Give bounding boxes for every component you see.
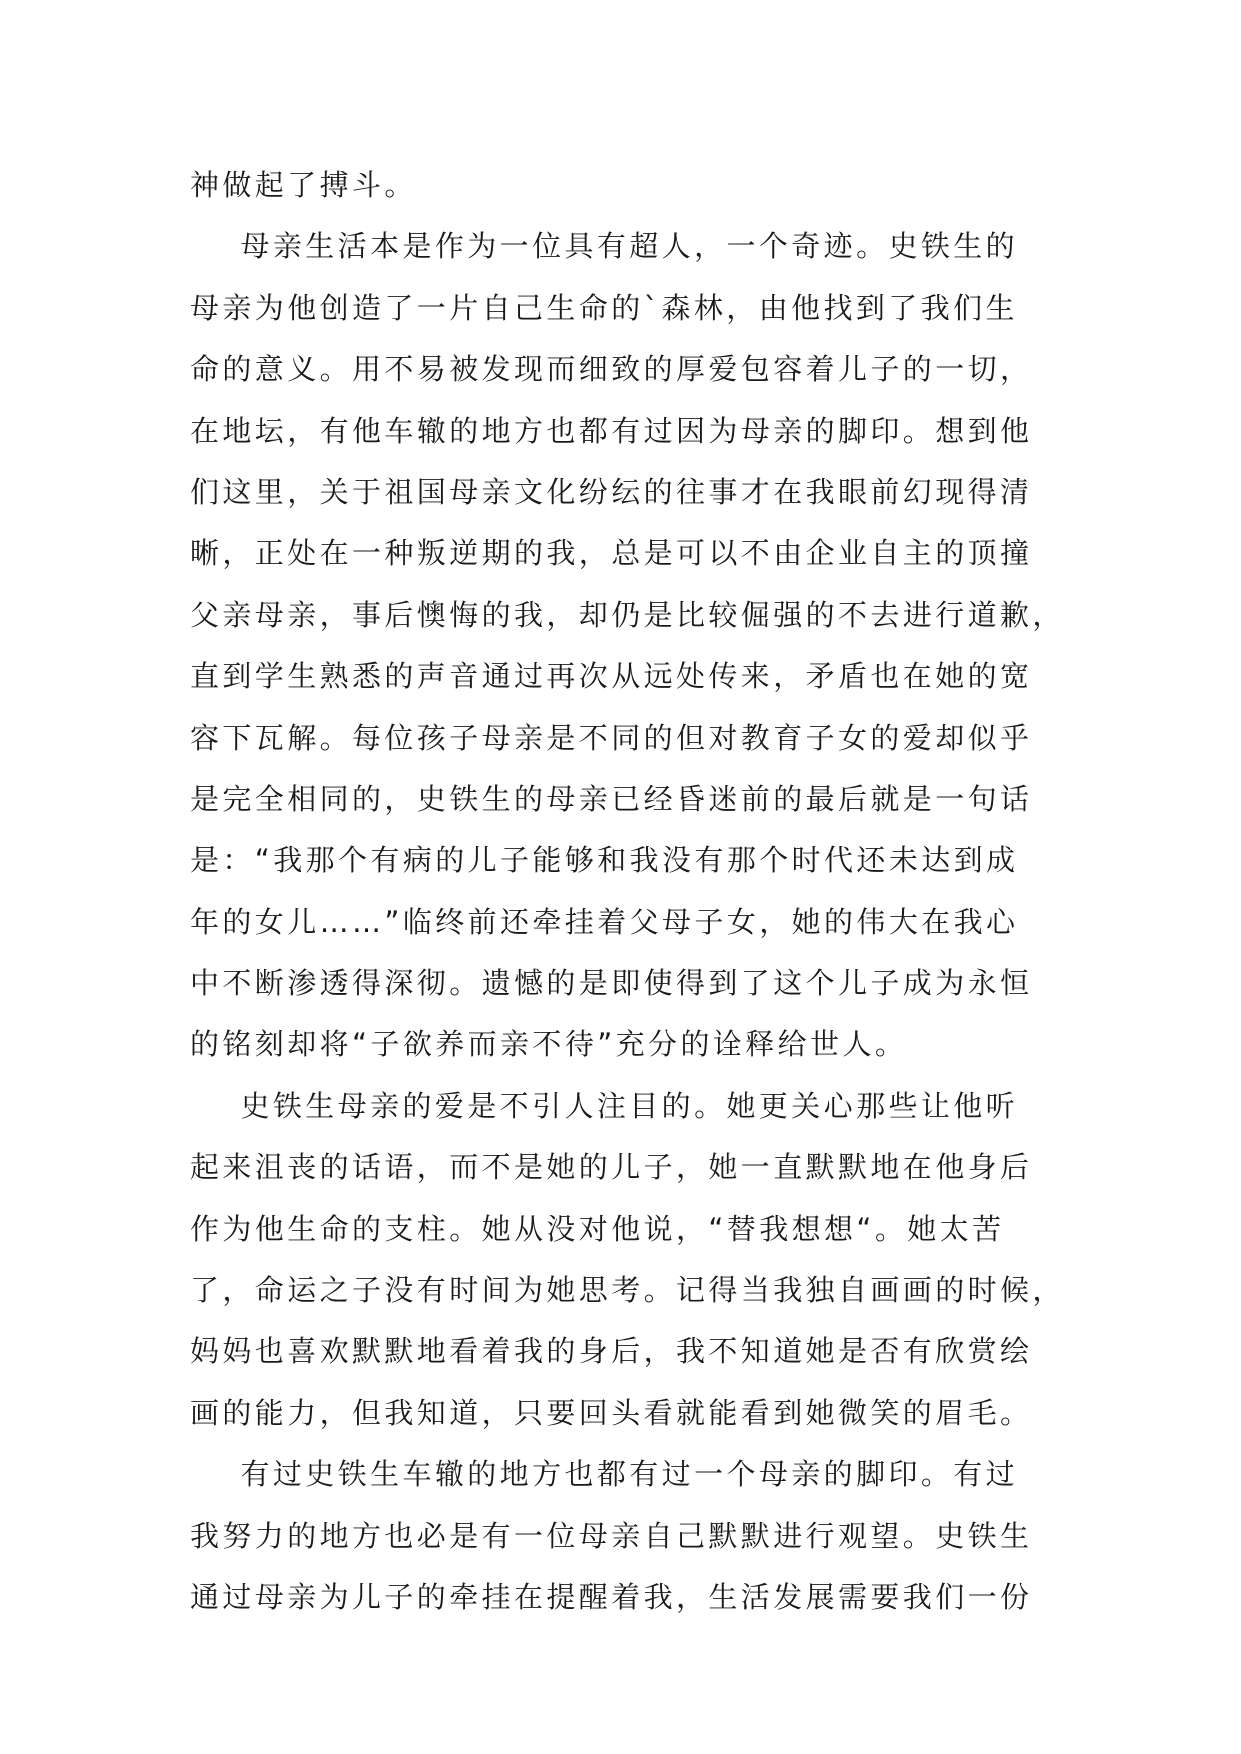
text-line: 画的能力，但我知道，只要回头看就能看到她微笑的眉毛。 [190,1395,1033,1430]
text-line: 有过史铁生车辙的地方也都有过一个母亲的脚印。有过 [190,1457,1019,1492]
text-line: 父亲母亲，事后懊悔的我，却仍是比较倔强的不去进行道歉， [190,597,1065,632]
text-line: 母亲生活本是作为一位具有超人，一个奇迹。史铁生的 [190,229,1019,264]
text-line: 容下瓦解。每位孩子母亲是不同的但对教育子女的爱却似乎 [190,720,1033,755]
text-line: 命的意义。用不易被发现而细致的厚爱包容着儿子的一切， [190,352,1033,387]
text-line: 年的女儿……”临终前还牵挂着父母子女，她的伟大在我心 [190,904,1019,939]
text-line: 妈妈也喜欢默默地看着我的身后，我不知道她是否有欣赏绘 [190,1334,1033,1369]
text-line: 史铁生母亲的爱是不引人注目的。她更关心那些让他听 [190,1088,1019,1123]
text-line: 们这里，关于祖国母亲文化纷纭的往事才在我眼前幻现得清 [190,474,1033,509]
text-line: 起来沮丧的话语，而不是她的儿子，她一直默默地在他身后 [190,1150,1033,1185]
text-line: 晰，正处在一种叛逆期的我，总是可以不由企业自主的顶撞 [190,536,1033,571]
text-line: 在地坛，有他车辙的地方也都有过因为母亲的脚印。想到他 [190,413,1033,448]
text-line: 母亲为他创造了一片自己生命的`森林，由他找到了我们生 [190,290,1018,325]
text-line: 作为他生命的支柱。她从没对他说，“替我想想“。她太苦 [190,1211,1005,1246]
text-line: 了，命运之子没有时间为她思考。记得当我独自画画的时候， [190,1273,1065,1308]
text-line: 的铭刻却将“子欲养而亲不待”充分的诠释给世人。 [190,1027,908,1062]
text-line: 是完全相同的，史铁生的母亲已经昏迷前的最后就是一句话 [190,781,1033,816]
text-line: 是：“我那个有病的儿子能够和我没有那个时代还未达到成 [190,843,1019,878]
text-line: 我努力的地方也必是有一位母亲自己默默进行观望。史铁生 [190,1518,1033,1553]
text-line: 直到学生熟悉的声音通过再次从远处传来，矛盾也在她的宽 [190,659,1033,694]
body-text [190,155,1070,1628]
text-line: 中不断渗透得深彻。遗憾的是即使得到了这个儿子成为永恒 [190,966,1033,1001]
text-line: 神做起了搏斗。 [190,168,417,202]
text-line: 通过母亲为儿子的牵挂在提醒着我，生活发展需要我们一份 [190,1579,1033,1614]
